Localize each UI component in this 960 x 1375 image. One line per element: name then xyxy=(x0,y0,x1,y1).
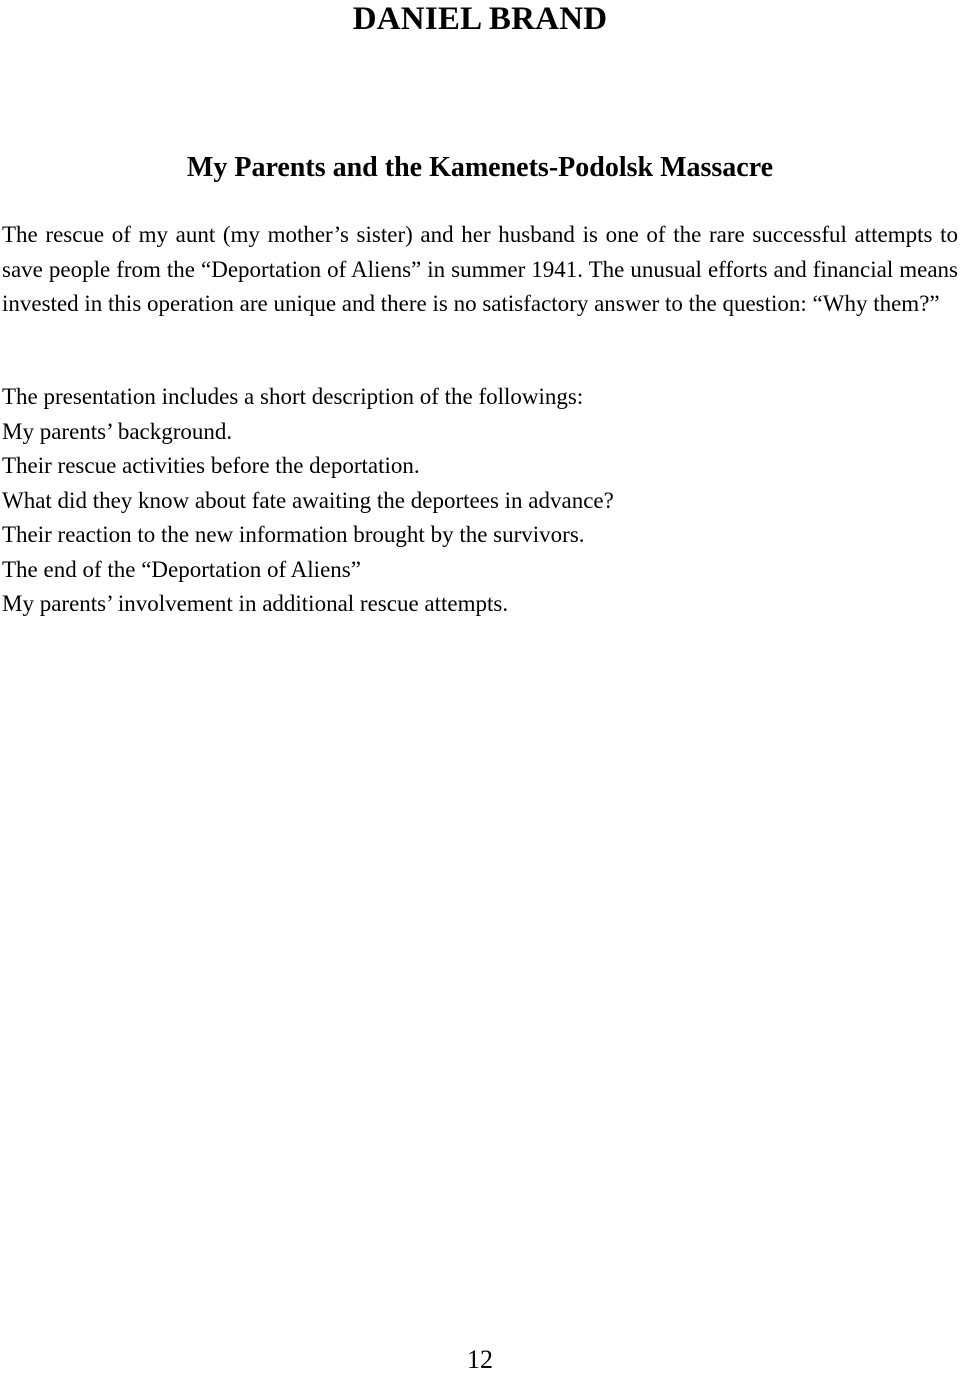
list-item: What did they know about fate awaiting the deportees in advance? xyxy=(2,487,614,513)
intro-paragraph: The rescue of my aunt (my mother’s sister) and her husband is one of the rare successful attempts to save people from the “Deportation of Aliens” in summer 1941. The unusual efforts and financial means invested in this operation are unique and there is no satisfactory answer to the question: “Why them?” xyxy=(2,222,958,316)
presentation-lead: The presentation includes a short description of the followings: xyxy=(2,384,584,409)
document-title: My Parents and the Kamenets-Podolsk Massacre xyxy=(186,152,774,183)
list-item: Their rescue activities before the deportation. xyxy=(2,453,420,478)
list-item: My parents’ involvement in additional rescue attempts. xyxy=(2,591,509,616)
list-item: The end of the “Deportation of Aliens” xyxy=(2,556,361,582)
presentation-section xyxy=(2,380,958,622)
page-number: 12 xyxy=(467,1345,493,1374)
list-item: My parents’ background. xyxy=(2,418,233,444)
author-name: DANIEL BRAND xyxy=(352,1,608,37)
list-item: Their reaction to the new information brought by the survivors. xyxy=(2,522,585,547)
